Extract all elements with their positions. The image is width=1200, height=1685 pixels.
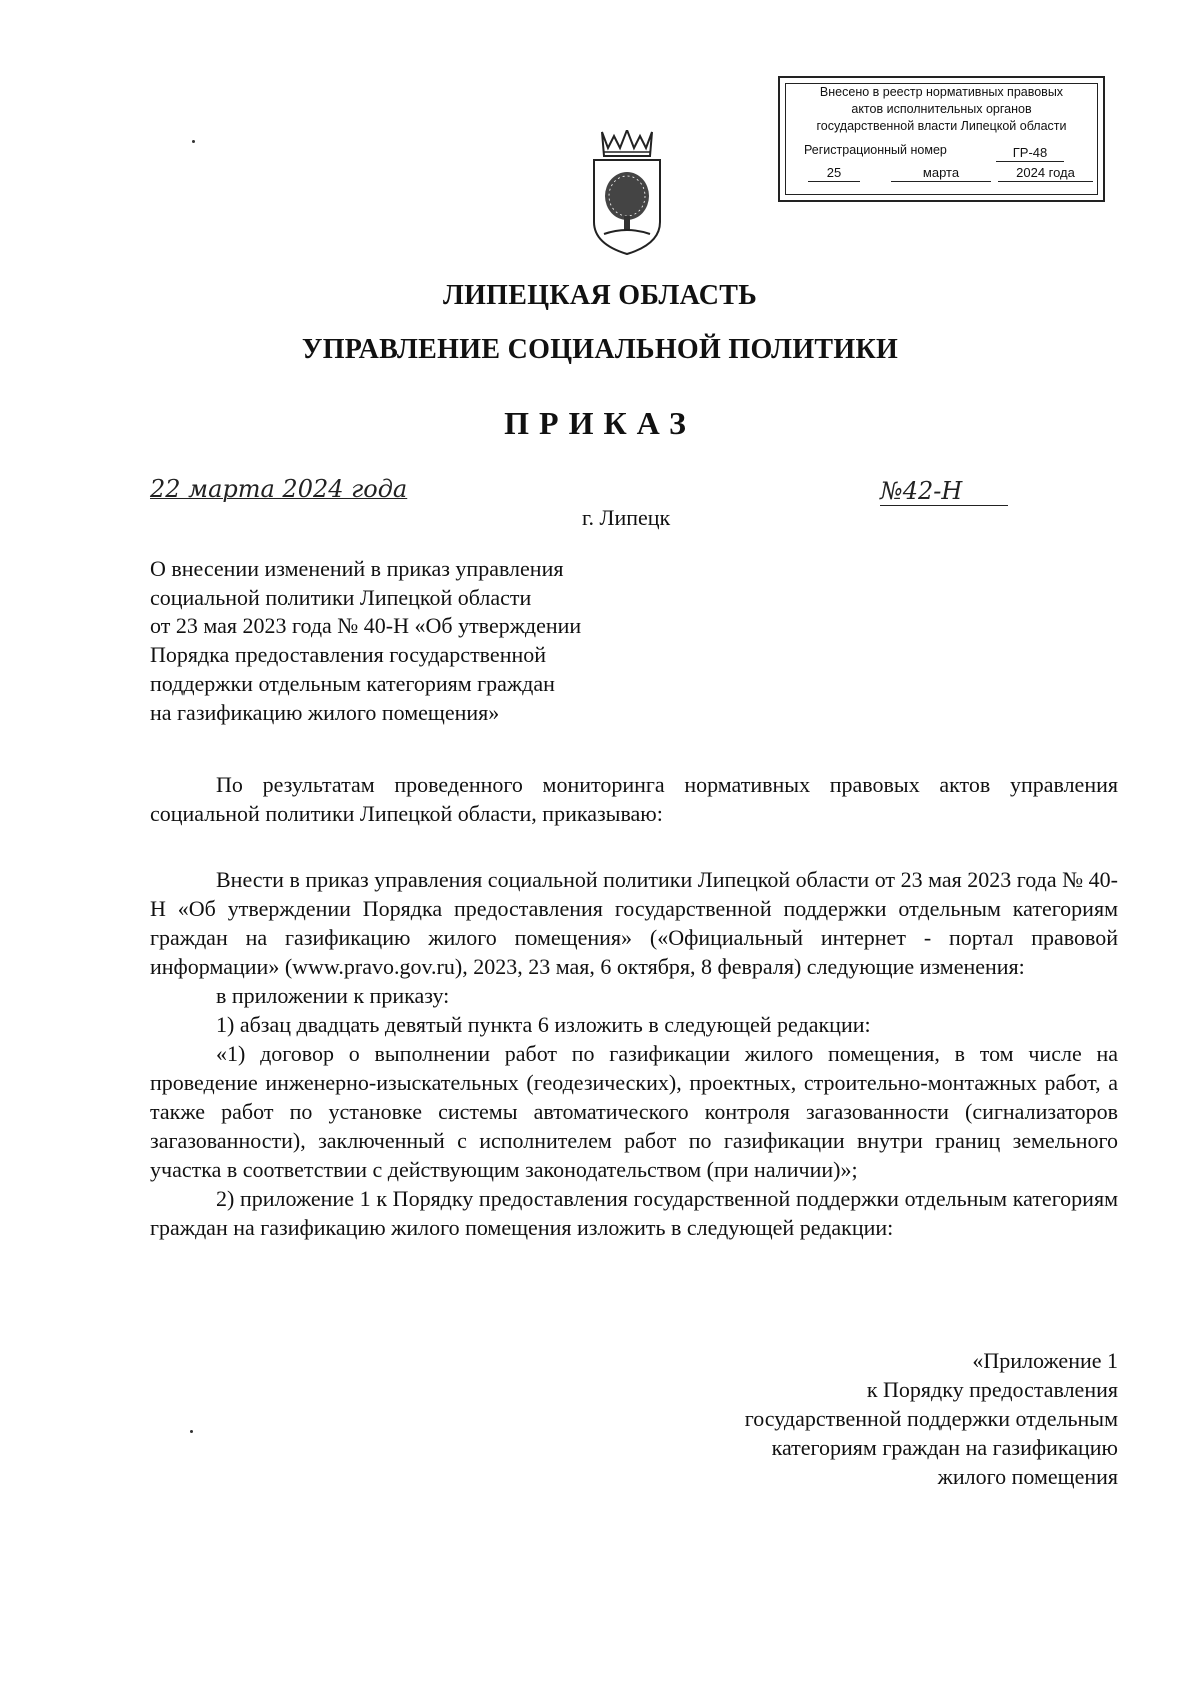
stamp-month: марта: [891, 164, 991, 182]
registry-stamp: [778, 76, 1105, 202]
coat-of-arms-icon: [588, 130, 666, 258]
paragraph: Внести в приказ управления социальной политики Липецкой области от 23 мая 2023 года № 40-Н «Об утверждении Порядка предоставления государственной поддержки отдельным категориям граждан на газификацию жилого помещения» («Официальный интернет - портал правовой информации» (www.pravo.gov.ru), 2023, 23 мая, 6 октября, 8 февраля) следующие изменения:: [150, 867, 1118, 979]
subject-block: [150, 555, 710, 727]
intro-paragraph: По результатам проведенного мониторинга нормативных правовых актов управления социальной политики Липецкой области, приказываю:: [150, 772, 1118, 826]
subject-line: О внесении изменений в приказ управления: [150, 556, 564, 581]
registry-stamp-inner: [785, 83, 1098, 195]
subject-line: Порядка предоставления государственной: [150, 642, 547, 668]
paragraph: 2) приложение 1 к Порядку предоставления государственной поддержки отдельным категориям граждан на газификацию жилого помещения изложить в следующей редакции:: [150, 1186, 1118, 1240]
stamp-day: 25: [808, 164, 860, 182]
scan-speck: [192, 140, 195, 143]
paragraph: 1) абзац двадцать девятый пункта 6 изложить в следующей редакции:: [216, 1012, 871, 1037]
stamp-line-1: Внесено в реестр нормативных правовых: [819, 85, 1064, 99]
main-text: [150, 865, 1118, 1242]
stamp-year: 2024 года: [998, 164, 1093, 182]
appendix-line: категориям граждан на газификацию: [771, 1435, 1118, 1460]
stamp-line-2: актов исполнительных органов: [851, 102, 1032, 116]
appendix-line: «Приложение 1: [972, 1348, 1118, 1373]
subject-line: на газификацию жилого помещения»: [150, 699, 500, 725]
scan-speck: [190, 1430, 193, 1433]
handwritten-date: 22 марта 2024 года: [150, 475, 408, 503]
paragraph: в приложении к приказу:: [216, 983, 450, 1008]
stamp-line-3: государственной власти Липецкой области: [816, 119, 1067, 133]
handwritten-number: №42-Н: [880, 477, 1008, 506]
subject-line: поддержки отдельным категориям граждан: [150, 670, 555, 696]
stamp-reg-label: Регистрационный номер: [804, 143, 947, 157]
appendix-line: государственной поддержки отдельным: [744, 1406, 1118, 1431]
subject-line: социальной политики Липецкой области: [150, 584, 532, 610]
region-title: ЛИПЕЦКАЯ ОБЛАСТЬ: [442, 280, 758, 311]
department-title: УПРАВЛЕНИЕ СОЦИАЛЬНОЙ ПОЛИТИКИ: [301, 334, 899, 365]
paragraph: «1) договор о выполнении работ по газификации жилого помещения, в том числе на проведение инженерно-изыскательных (геодезических), проектных, строительно-монтажных работ, а также работ по установке системы автоматического контроля загазованности (сигнализаторов загазованности), заключенный с исполнителем работ по газификации внутри границ земельного участка в соответствии с действующим законодательством (при наличии)»;: [150, 1041, 1118, 1182]
city-label: г. Липецк: [582, 505, 671, 530]
document-type: ПРИКАЗ: [504, 405, 696, 441]
appendix-line: жилого помещения: [937, 1464, 1118, 1489]
subject-line: от 23 мая 2023 года № 40-Н «Об утверждении: [150, 613, 582, 639]
stamp-reg-number: ГР-48: [996, 144, 1064, 162]
stamp-date: [786, 164, 1097, 184]
appendix-line: к Порядку предоставления: [866, 1377, 1118, 1402]
appendix-heading: [745, 1346, 1118, 1491]
